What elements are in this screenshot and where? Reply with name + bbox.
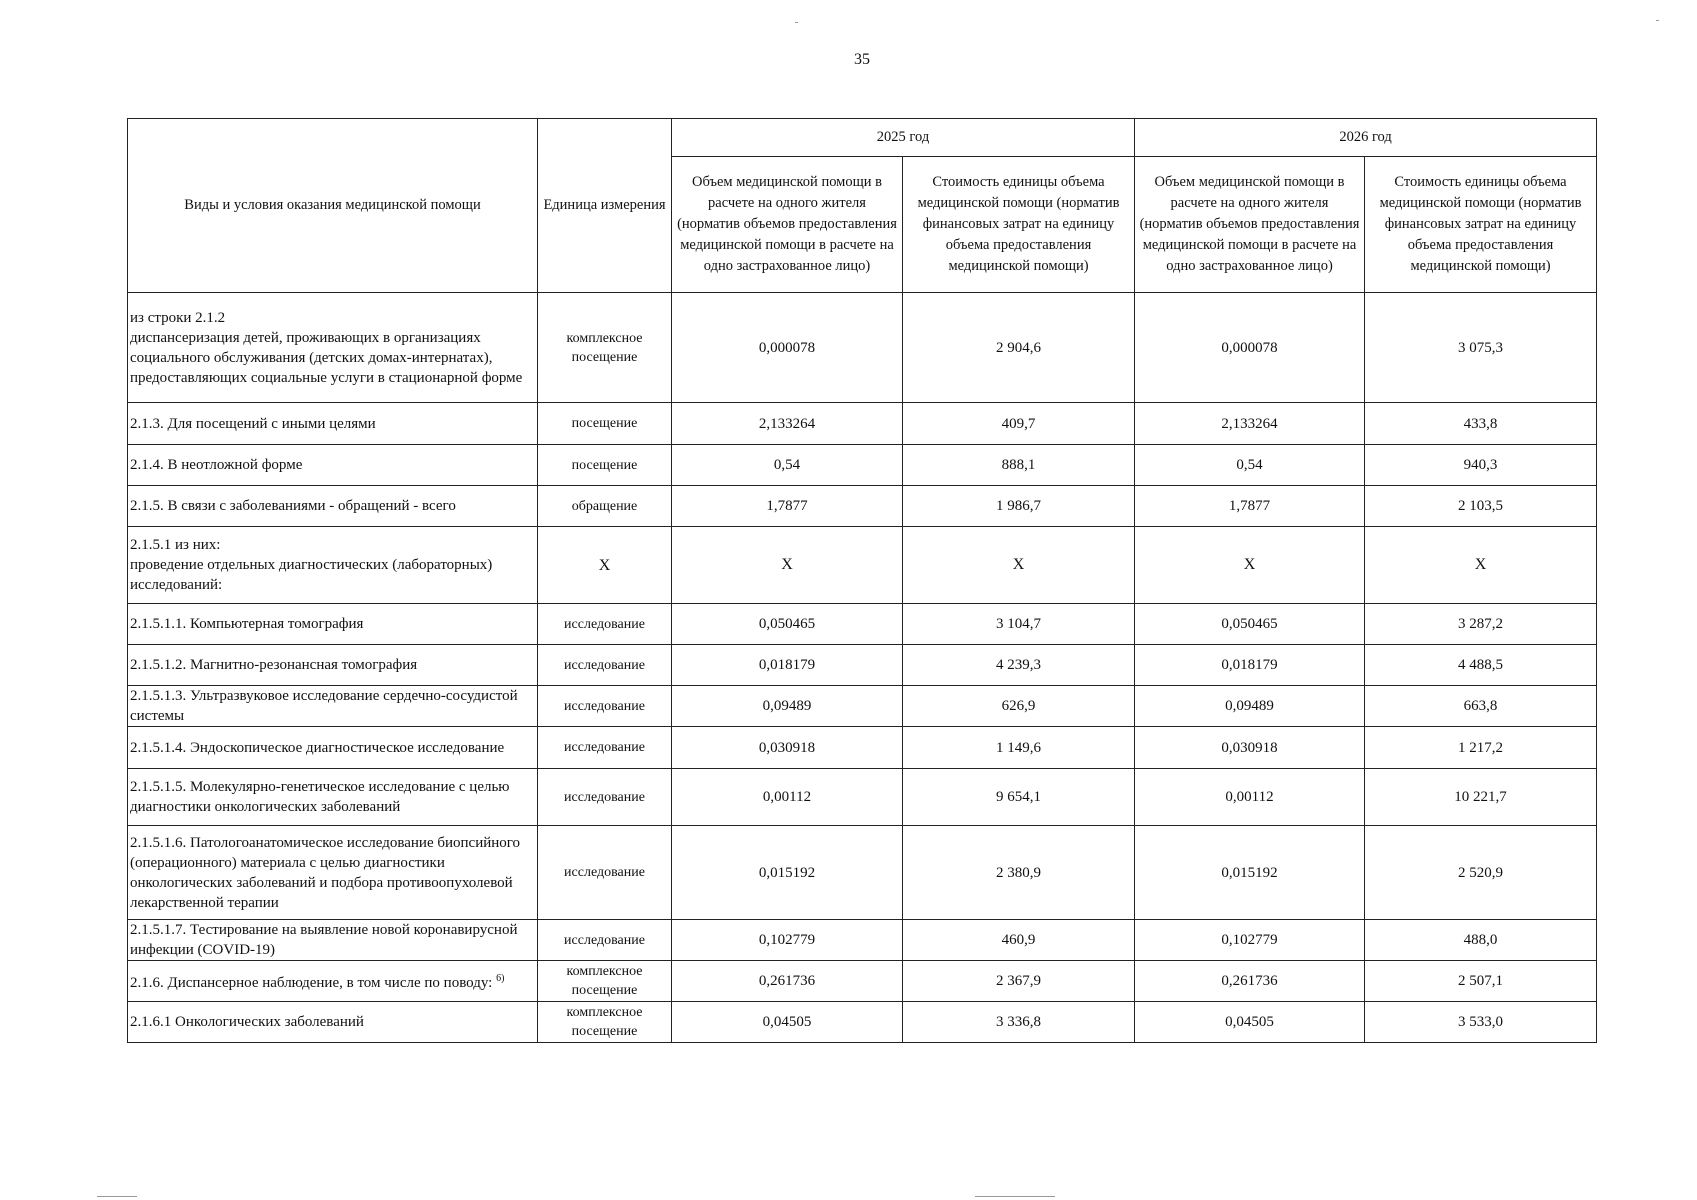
cell-cost-2025: 1 149,6 [903,727,1135,769]
table-row [128,961,1597,1002]
cell-cost-2026: 2 507,1 [1365,961,1597,1002]
page-number: 35 [854,51,870,68]
row-name-text: 2.1.5.1.2. Магнитно-резонансная томография [130,657,418,673]
scan-speck [975,1196,1055,1197]
cell-volume-2025: 0,030918 [672,727,903,769]
row-name [128,826,538,920]
cell-cost-2025: 4 239,3 [903,645,1135,686]
cell-cost-2025: 9 654,1 [903,769,1135,826]
table-row [128,1002,1597,1043]
cell-volume-2026: 0,015192 [1135,826,1365,920]
table-row [128,920,1597,961]
cell-cost-2026: X [1365,527,1597,604]
table-row [128,486,1597,527]
row-name [128,1002,538,1043]
norms-table [127,118,1597,1043]
row-name-text: 2.1.5.1.4. Эндоскопическое диагностическое исследование [130,739,505,756]
row-name-text: 2.1.5. В связи с заболеваниями - обращений - всего [130,498,456,514]
row-name-text: 2.1.4. В неотложной форме [130,457,303,473]
row-name [128,293,538,403]
cell-volume-2026: 0,09489 [1135,686,1365,727]
cell-cost-2025: 2 380,9 [903,826,1135,920]
cell-volume-2025: 0,09489 [672,686,903,727]
footnote-marker: 6) [496,973,505,984]
header-year-2025: 2025 год [672,119,1135,157]
row-name [128,486,538,527]
cell-volume-2025: 0,54 [672,445,903,486]
cell-volume-2025: 1,7877 [672,486,903,527]
cell-volume-2026: 0,00112 [1135,769,1365,826]
cell-volume-2025: 0,261736 [672,961,903,1002]
cell-volume-2026: 0,000078 [1135,293,1365,403]
header-volume-2025: Объем медицинской помощи в расчете на одного жителя (норматив объемов предоставления медицинской помощи в расчете на одно застрахованное лицо) [672,157,903,293]
cell-cost-2026: 2 520,9 [1365,826,1597,920]
cell-cost-2026: 2 103,5 [1365,486,1597,527]
cell-cost-2025: 3 336,8 [903,1002,1135,1043]
cell-cost-2026: 663,8 [1365,686,1597,727]
header-cost-2025: Стоимость единицы объема медицинской помощи (норматив финансовых затрат на единицу объема предоставления медицинской помощи) [903,157,1135,293]
cell-volume-2026: 1,7877 [1135,486,1365,527]
cell-volume-2026: 0,050465 [1135,604,1365,645]
cell-volume-2026: X [1135,527,1365,604]
table-row [128,604,1597,645]
table-row [128,727,1597,769]
cell-cost-2025: 888,1 [903,445,1135,486]
table-row [128,293,1597,403]
header-cost-2026: Стоимость единицы объема медицинской помощи (норматив финансовых затрат на единицу объема предоставления медицинской помощи) [1365,157,1597,293]
header-unit: Единица измерения [538,119,672,293]
row-unit: исследование [538,604,672,645]
row-name [128,527,538,604]
cell-cost-2026: 3 533,0 [1365,1002,1597,1043]
cell-volume-2025: 0,000078 [672,293,903,403]
row-unit: комплексное посещение [538,293,672,403]
table-row [128,686,1597,727]
table-row [128,445,1597,486]
row-name-text: 2.1.5.1 из них: проведение отдельных диагностических (лабораторных) исследований: [130,537,493,593]
scan-speck [1656,20,1659,21]
row-name [128,769,538,826]
cell-volume-2026: 0,04505 [1135,1002,1365,1043]
row-unit: комплексное посещение [538,961,672,1002]
row-unit: посещение [538,403,672,445]
cell-cost-2025: 460,9 [903,920,1135,961]
cell-volume-2026: 0,030918 [1135,727,1365,769]
row-unit: исследование [538,645,672,686]
cell-volume-2025: 0,050465 [672,604,903,645]
row-name [128,445,538,486]
row-name [128,604,538,645]
cell-cost-2026: 433,8 [1365,403,1597,445]
cell-volume-2026: 0,018179 [1135,645,1365,686]
cell-volume-2026: 0,102779 [1135,920,1365,961]
cell-volume-2026: 0,54 [1135,445,1365,486]
row-unit: исследование [538,727,672,769]
row-name [128,920,538,961]
scan-speck [795,22,798,23]
table-row [128,403,1597,445]
cell-cost-2025: 2 367,9 [903,961,1135,1002]
cell-volume-2025: 0,015192 [672,826,903,920]
cell-volume-2025: 0,00112 [672,769,903,826]
cell-volume-2025: 0,04505 [672,1002,903,1043]
header-types: Виды и условия оказания медицинской помощи [128,119,538,293]
row-name [128,727,538,769]
row-unit: комплексное посещение [538,1002,672,1043]
cell-volume-2026: 2,133264 [1135,403,1365,445]
scan-speck [97,1196,137,1197]
cell-cost-2025: X [903,527,1135,604]
row-name-text: 2.1.3. Для посещений с иными целями [130,415,376,432]
row-unit: исследование [538,826,672,920]
cell-volume-2026: 0,261736 [1135,961,1365,1002]
row-unit: обращение [538,486,672,527]
cell-cost-2026: 940,3 [1365,445,1597,486]
header-year-2026: 2026 год [1135,119,1597,157]
cell-cost-2026: 1 217,2 [1365,727,1597,769]
cell-cost-2026: 10 221,7 [1365,769,1597,826]
cell-cost-2026: 488,0 [1365,920,1597,961]
row-unit: X [538,527,672,604]
row-name-text: 2.1.6.1 Онкологических заболеваний [130,1014,364,1030]
row-name-text: 2.1.5.1.5. Молекулярно-генетическое исследование с целью диагностики онкологических заболеваний [130,779,510,815]
cell-cost-2025: 2 904,6 [903,293,1135,403]
row-name-text: 2.1.5.1.7. Тестирование на выявление новой коронавирусной инфекции (COVID-19) [130,922,518,958]
row-unit: исследование [538,769,672,826]
row-name-text: 2.1.5.1.3. Ультразвуковое исследование сердечно-сосудистой системы [130,688,518,724]
header-volume-2026: Объем медицинской помощи в расчете на одного жителя (норматив объемов предоставления медицинской помощи в расчете на одно застрахованное лицо) [1135,157,1365,293]
row-unit: исследование [538,920,672,961]
cell-cost-2026: 3 287,2 [1365,604,1597,645]
table-row [128,527,1597,604]
row-unit: посещение [538,445,672,486]
cell-cost-2025: 3 104,7 [903,604,1135,645]
cell-volume-2025: 0,018179 [672,645,903,686]
cell-volume-2025: 0,102779 [672,920,903,961]
row-name [128,403,538,445]
row-name-text: 2.1.5.1.6. Патологоанатомическое исследование биопсийного (операционного) материала с целью диагностики онкологических заболеваний и подбора противоопухолевой лекарственной терапии [130,834,521,911]
row-name-text: из строки 2.1.2 диспансеризация детей, проживающих в организациях социального обслуживания (детских домах-интернатах), предоставляющих социальные услуги в стационарной форме [130,309,523,386]
row-name [128,645,538,686]
cell-cost-2025: 626,9 [903,686,1135,727]
row-name [128,686,538,727]
cell-volume-2025: X [672,527,903,604]
cell-cost-2026: 4 488,5 [1365,645,1597,686]
row-name-text: 2.1.5.1.1. Компьютерная томография [130,616,364,632]
table-row [128,826,1597,920]
table-row [128,645,1597,686]
row-name [128,961,538,1002]
cell-cost-2026: 3 075,3 [1365,293,1597,403]
cell-cost-2025: 1 986,7 [903,486,1135,527]
row-unit: исследование [538,686,672,727]
cell-volume-2025: 2,133264 [672,403,903,445]
cell-cost-2025: 409,7 [903,403,1135,445]
table-row [128,769,1597,826]
row-name-text: 2.1.6. Диспансерное наблюдение, в том числе по поводу: [130,975,493,991]
